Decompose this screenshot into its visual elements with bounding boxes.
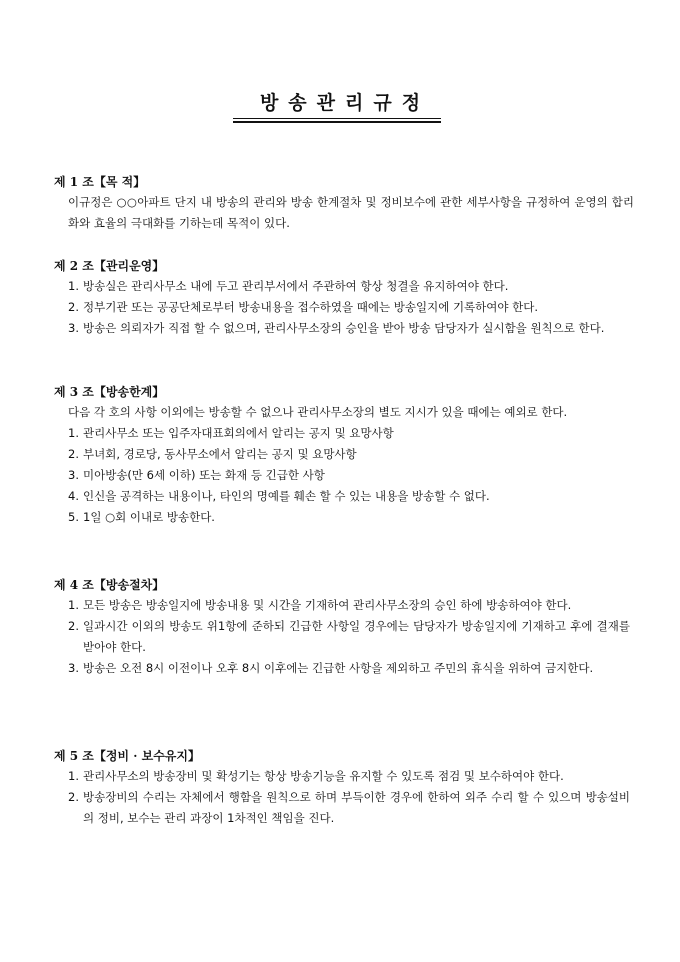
item-text: 방송실은 관리사무소 내에 두고 관리부서에서 주관하여 항상 청결을 유지하여야 한다. (83, 279, 509, 293)
title-underline (233, 118, 441, 119)
article-paragraph: 다음 각 호의 사항 이외에는 방송할 수 없으나 관리사무소장의 별도 지시가 있을 때에는 예외로 한다. (68, 405, 568, 419)
article-heading: 제 1 조【목 적】 (54, 175, 146, 189)
article-1 (54, 172, 634, 234)
item-number: 2. (68, 300, 79, 314)
item-number: 1. (68, 598, 79, 612)
list-item (54, 465, 634, 486)
item-number: 4. (68, 489, 79, 503)
list-item (54, 658, 634, 679)
item-number: 5. (68, 510, 79, 524)
item-text: 정부기관 또는 공공단체로부터 방송내용을 접수하였을 때에는 방송일지에 기록하여야 한다. (83, 300, 539, 314)
title-underline-double (233, 121, 441, 123)
item-number: 2. (68, 447, 79, 461)
item-number: 3. (68, 661, 79, 675)
article-heading: 제 5 조【정비 · 보수유지】 (54, 749, 200, 763)
item-number: 2. (68, 790, 79, 804)
item-text: 방송은 오전 8시 이전이나 오후 8시 이후에는 긴급한 사항을 제외하고 주민의 휴식을 위하여 금지한다. (83, 661, 594, 675)
item-text: 부녀회, 경로당, 동사무소에서 알리는 공지 및 요망사항 (83, 447, 357, 461)
list-item (54, 444, 634, 465)
list-item (54, 595, 634, 616)
item-number: 3. (68, 321, 79, 335)
article-2 (54, 256, 634, 339)
item-text: 인신을 공격하는 내용이나, 타인의 명예를 훼손 할 수 있는 내용을 방송할 수 없다. (83, 489, 490, 503)
list-item (54, 276, 634, 297)
item-number: 1. (68, 426, 79, 440)
list-item (54, 507, 634, 528)
item-text: 관리사무소의 방송장비 및 확성기는 항상 방송기능을 유지할 수 있도록 점검 및 보수하여야 한다. (83, 769, 564, 783)
list-item (54, 616, 634, 658)
item-text: 1일 ○회 이내로 방송한다. (83, 510, 215, 524)
list-item (54, 766, 634, 787)
item-text: 모든 방송은 방송일지에 방송내용 및 시간을 기재하여 관리사무소장의 승인 하에 방송하여야 한다. (83, 598, 572, 612)
list-item (54, 787, 634, 829)
item-text: 일과시간 이외의 방송도 위1항에 준하되 긴급한 사항일 경우에는 담당자가 방송일지에 기재하고 후에 결재를 받아야 한다. (83, 619, 630, 654)
list-item (54, 423, 634, 444)
article-heading: 제 3 조【방송한계】 (54, 385, 165, 399)
article-4 (54, 575, 634, 679)
article-paragraph: 이규정은 ○○아파트 단지 내 방송의 관리와 방송 한계절차 및 정비보수에 관한 세부사항을 규정하여 운영의 합리화와 효율의 극대화를 기하는데 목적이 있다. (68, 195, 634, 230)
article-heading: 제 2 조【관리운영】 (54, 259, 165, 273)
article-heading: 제 4 조【방송절차】 (54, 578, 165, 592)
list-item (54, 297, 634, 318)
item-text: 관리사무소 또는 입주자대표회의에서 알리는 공지 및 요망사항 (83, 426, 394, 440)
item-number: 1. (68, 279, 79, 293)
item-text: 방송장비의 수리는 자체에서 행함을 원칙으로 하며 부득이한 경우에 한하여 외주 수리 할 수 있으며 방송설비의 정비, 보수는 관리 과장이 1차적인 책임을 진다. (83, 790, 630, 825)
article-5 (54, 746, 634, 829)
item-text: 방송은 의뢰자가 직접 할 수 없으며, 관리사무소장의 승인을 받아 방송 담당자가 실시함을 원칙으로 한다. (83, 321, 605, 335)
item-text: 미아방송(만 6세 이하) 또는 화재 등 긴급한 사항 (83, 468, 325, 482)
item-number: 1. (68, 769, 79, 783)
item-number: 3. (68, 468, 79, 482)
list-item (54, 486, 634, 507)
list-item (54, 318, 634, 339)
article-3 (54, 382, 634, 528)
item-number: 2. (68, 619, 79, 633)
document-title: 방송관리규정 (259, 92, 431, 114)
